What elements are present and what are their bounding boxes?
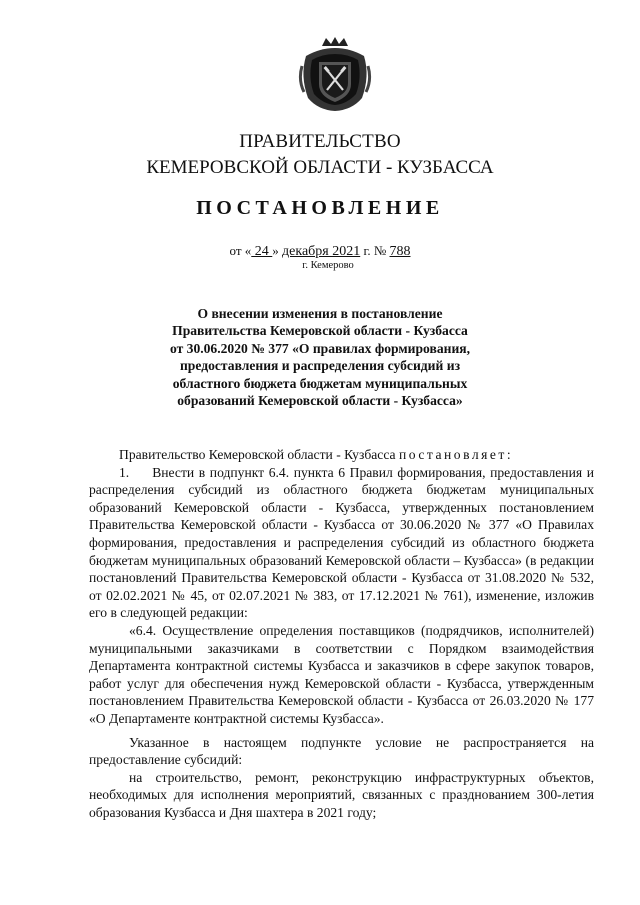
date-suffix: г. № xyxy=(360,243,390,258)
government-name-line2: КЕМЕРОВСКОЙ ОБЛАСТИ - КУЗБАССА xyxy=(146,157,494,178)
paragraph-3: Указанное в настоящем подпункте условие не распространяется на предоставление субсидий: xyxy=(89,734,594,768)
coat-of-arms-icon xyxy=(298,36,372,112)
intro-paragraph xyxy=(89,446,594,464)
subject-line: от 30.06.2020 № 377 «О правилах формирования, xyxy=(169,340,471,356)
decree-subject xyxy=(0,305,640,409)
subject-line: образований Кемеровской области - Кузбасса» xyxy=(177,393,463,409)
paragraph-1: 1. Внести в подпункт 6.4. пункта 6 Правил формирования, предоставления и распределения субсидий из областного бюджета бюджетам муниципальных образований Кемеровской области - Кузбасса, утвержденных постановлением Правительства Кемеровской области - Кузбасса от 30.06.2020 № 377 «О Правилах формирования, предоставления и распределения субсидий из областного бюджета бюджетам муниципальных образований Кемеровской области – Кузбасса» (в редакции постановлений Правительства Кемеровской области - Кузбасса от 31.08.2020 № 532, от 02.02.2021 № 45, от 02.07.2021 № 383, от 17.12.2021 № 761), изменение, изложив его в следующей редакции: xyxy=(89,464,594,621)
date-prefix: от « xyxy=(229,243,252,258)
date-month-year: декабря 2021 xyxy=(282,244,361,259)
decree-number: 788 xyxy=(389,244,411,259)
decree-date-line xyxy=(0,243,640,260)
intro-text: Правительство Кемеровской области - Кузбасса xyxy=(119,447,399,462)
subject-line: предоставления и распределения субсидий из xyxy=(179,358,461,374)
paragraph-2: «6.4. Осуществление определения поставщиков (подрядчиков, исполнителей) муниципальными заказчиками в соответствии с Порядком взаимодействия Департамента контрактной системы Кузбасса и заказчиков в сфере закупок товаров, работ услуг для обеспечения нужд Кемеровской области - Кузбасса, утвержденным постановлением Правительства Кемеровской области - Кузбасса от 26.03.2020 № 177 «О Департаменте контрактной системы Кузбасса». xyxy=(89,622,594,726)
paragraph-4: на строительство, ремонт, реконструкцию инфраструктурных объектов, необходимых для исполнения мероприятий, связанных с празднованием 300-летия образования Кузбасса и Дня шахтера в 2021 году; xyxy=(89,769,594,820)
subject-line: Правительства Кемеровской области - Кузбасса xyxy=(172,323,468,339)
document-type-heading: ПОСТАНОВЛЕНИЕ xyxy=(196,197,444,219)
subject-line: областного бюджета бюджетам муниципальных xyxy=(172,375,468,391)
city-label: г. Кемерово xyxy=(302,260,354,271)
decree-body xyxy=(89,446,594,821)
subject-line: О внесении изменения в постановление xyxy=(197,306,443,321)
intro-resolves: постановляет: xyxy=(398,447,514,462)
date-separator: » xyxy=(272,243,283,258)
date-day: 24 xyxy=(251,244,273,259)
government-name-line1: ПРАВИТЕЛЬСТВО xyxy=(239,131,401,152)
